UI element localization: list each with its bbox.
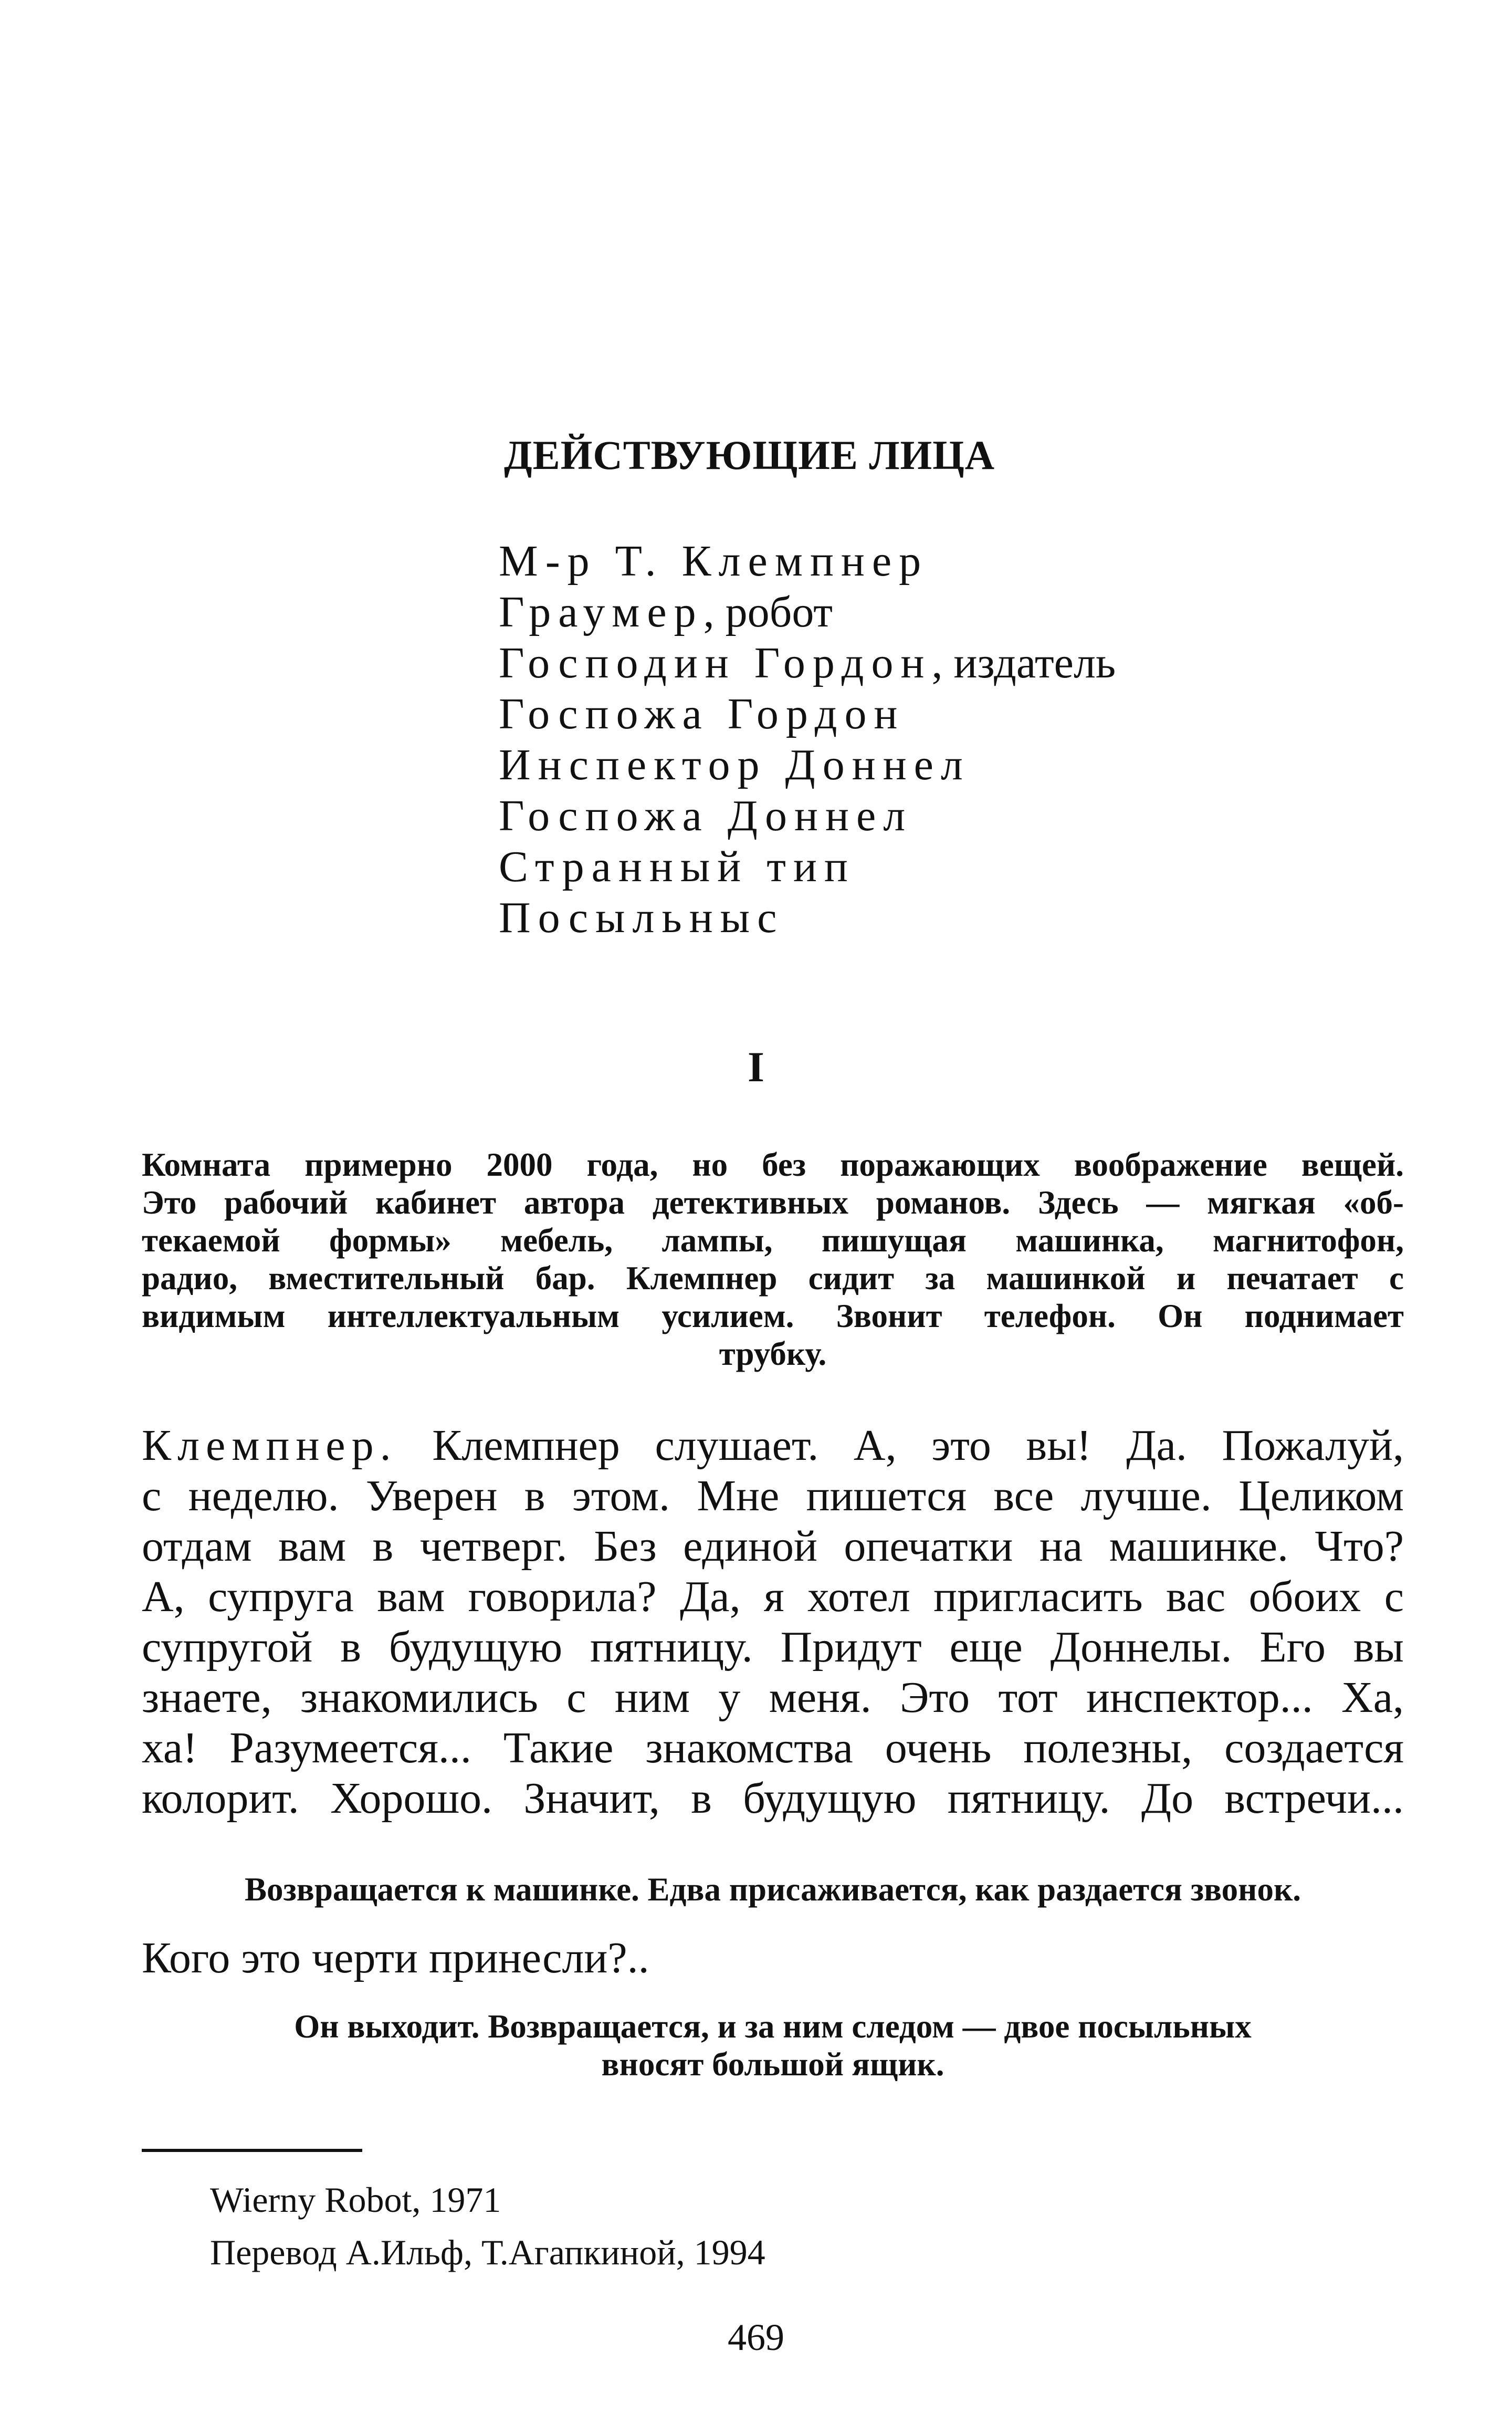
cast-item (499, 587, 1116, 638)
dialogue-line: супругой в будущую пятницу. Придут еще Доннелы. Его вы (142, 1623, 1404, 1671)
stage-direction-delivery (142, 2008, 1404, 2083)
cast-role: , издатель (931, 639, 1116, 687)
stage-direction-line: трубку. (719, 1335, 827, 1372)
stage-direction-opening (142, 1146, 1404, 1373)
cast-name: Госпожа Гордон (499, 689, 905, 738)
cast-item (499, 790, 1116, 841)
dialogue-question: Кого это черти принесли?.. (142, 1934, 649, 1982)
footnote-original-title: Wierny Robot, 1971 (210, 2180, 501, 2220)
cast-item (499, 536, 1116, 587)
footnote-translation-credit: Перевод А.Ильф, Т.Агапкиной, 1994 (210, 2232, 765, 2272)
stage-direction-doorbell: Возвращается к машинке. Едва присаживается, как раздается звонок. (244, 1871, 1301, 1908)
cast-name: Странный тип (499, 842, 855, 891)
cast-item (499, 638, 1116, 688)
stage-direction-line: Он выходит. Возвращается, и за ним следом — двое посыльных (294, 2008, 1252, 2045)
dialogue-line: А, супруга вам говорила? Да, я хотел пригласить вас обоих с (142, 1572, 1404, 1621)
dialogue-line: ха! Разумеется... Такие знакомства очень полезны, создается (142, 1723, 1404, 1772)
dialogue-line: отдам вам в четверг. Без единой опечатки на машинке. Что? (142, 1522, 1404, 1571)
cast-name: Инспектор Доннел (499, 740, 970, 789)
stage-direction-line: радио, вместительный бар. Клемпнер сидит за машинкой и печатает с (142, 1260, 1404, 1297)
cast-role: , робот (703, 588, 833, 636)
cast-item (499, 688, 1116, 739)
klempner-monologue (142, 1420, 1404, 1824)
page-number: 469 (728, 2316, 784, 2358)
cast-heading: ДЕЙСТВУЮЩИЕ ЛИЦА (504, 432, 995, 478)
dialogue-line: знаете, знакомились с ним у меня. Это тот инспектор... Ха, (142, 1673, 1404, 1722)
stage-direction-line: текаемой формы» мебель, лампы, пишущая машинка, магнитофон, (142, 1222, 1404, 1259)
footnote-divider (142, 2149, 362, 2152)
dialogue-line (142, 1420, 1404, 1471)
stage-direction-line: видимым интеллектуальным усилием. Звонит телефон. Он поднимает (142, 1298, 1404, 1334)
dialogue-line: с неделю. Уверен в этом. Мне пишется все лучше. Целиком (142, 1471, 1404, 1520)
stage-direction-line: Это рабочий кабинет автора детективных романов. Здесь — мягкая «об- (142, 1184, 1404, 1221)
dialogue-text: Клемпнер слушает. А, это вы! Да. Пожалуй, (397, 1421, 1404, 1470)
cast-name: Граумер (499, 588, 704, 636)
cast-item (499, 841, 1116, 892)
cast-name: Господин Гордон (499, 639, 932, 687)
dialogue-line: колорит. Хорошо. Значит, в будущую пятницу. До встречи... (142, 1774, 1404, 1823)
cast-item (499, 739, 1116, 790)
stage-direction-line: вносят большой ящик. (601, 2046, 944, 2083)
cast-name: Госпожа Доннел (499, 791, 913, 840)
cast-list (499, 536, 1116, 943)
cast-item (499, 892, 1116, 943)
cast-name: М-р Т. Клемпнер (499, 537, 929, 586)
stage-direction-line: Комната примерно 2000 года, но без поражающих воображение вещей. (142, 1146, 1404, 1183)
speaker-name: Клемпнер. (142, 1421, 397, 1470)
cast-name: Посыльныс (499, 893, 784, 942)
act-number: I (748, 1043, 764, 1091)
